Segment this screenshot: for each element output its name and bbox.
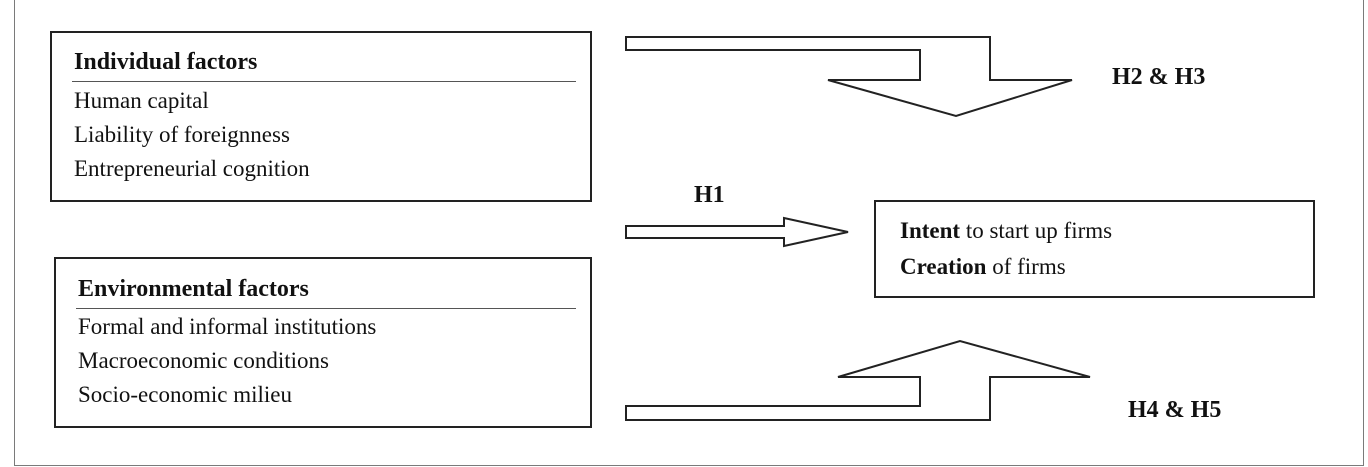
hypothesis-h2-h3-label: H2 & H3 — [1112, 64, 1206, 90]
individual-factors-title: Individual factors — [74, 49, 258, 75]
individual-factor-item: Human capital — [74, 88, 209, 113]
outcome-creation-rest: of firms — [986, 254, 1066, 279]
outcome-creation-bold: Creation — [900, 254, 987, 279]
outcome-intent-bold: Intent — [900, 218, 961, 243]
hypothesis-h1-label: H1 — [694, 182, 725, 208]
individual-factor-item: Liability of foreignness — [74, 122, 290, 147]
bent-arrow-down-icon — [626, 37, 1072, 116]
hypothesis-h4-h5-label: H4 & H5 — [1128, 397, 1222, 423]
environmental-factors-title: Environmental factors — [78, 276, 309, 302]
bent-arrow-up-icon — [626, 341, 1090, 420]
outcome-intent-rest: to start up firms — [960, 218, 1113, 243]
environmental-factor-item: Socio-economic milieu — [78, 382, 292, 407]
individual-factor-item: Entrepreneurial cognition — [74, 156, 310, 181]
environmental-factor-item: Formal and informal institutions — [78, 314, 377, 339]
environmental-factor-item: Macroeconomic conditions — [78, 348, 330, 373]
arrow-right-icon — [626, 218, 848, 246]
